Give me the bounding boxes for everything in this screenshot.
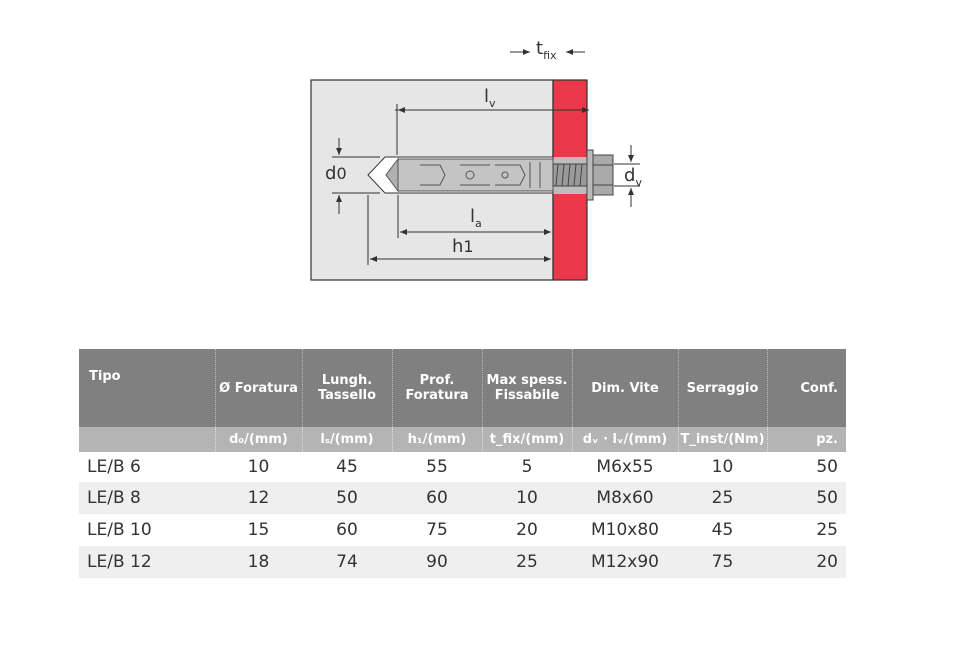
header-dim-vite: Dim. Vite bbox=[572, 349, 678, 427]
cell-prof: 55 bbox=[426, 457, 448, 477]
anchor-drawing bbox=[0, 0, 955, 300]
cell-prof: 60 bbox=[392, 482, 482, 514]
cell-lungh: 60 bbox=[336, 520, 358, 540]
cell-tipo: LE/B 10 bbox=[87, 520, 152, 540]
cell-vite: M10x80 bbox=[591, 520, 659, 540]
cell-foratura: 12 bbox=[215, 482, 302, 514]
cell-serraggio: 75 bbox=[678, 546, 767, 578]
washer bbox=[587, 150, 593, 200]
cell-tipo: LE/B 8 bbox=[79, 482, 215, 514]
anchor-diagram bbox=[0, 0, 955, 300]
cell-conf: 20 bbox=[767, 546, 846, 578]
label-h-1: h1 bbox=[452, 236, 474, 257]
cell-vite: M8x60 bbox=[572, 482, 678, 514]
header-max-spess: Max spess. Fissabile bbox=[482, 349, 572, 427]
cell-conf: 25 bbox=[816, 520, 838, 540]
unit-lungh-tassello: lₛ/(mm) bbox=[302, 427, 392, 452]
cell-lungh: 74 bbox=[302, 546, 392, 578]
cell-serraggio: 25 bbox=[678, 482, 767, 514]
label-d-0: d0 bbox=[325, 163, 347, 184]
cell-spess: 5 bbox=[521, 457, 533, 477]
cell-conf: 50 bbox=[816, 457, 838, 477]
unit-dim-vite: dᵥ · lᵥ/(mm) bbox=[572, 427, 678, 452]
table-row bbox=[79, 482, 846, 514]
anchor-spec-table bbox=[79, 349, 846, 578]
header-conf: Conf. bbox=[767, 349, 846, 427]
label-t-fix: $t_{fix}$ bbox=[536, 38, 557, 62]
unit-max-spess: t_fix/(mm) bbox=[482, 427, 572, 452]
cell-foratura: 10 bbox=[247, 457, 270, 477]
header-prof-foratura: Prof. Foratura bbox=[392, 349, 482, 427]
unit-prof-foratura: h₁/(mm) bbox=[392, 427, 482, 452]
unit-foratura: d₀/(mm) bbox=[215, 427, 302, 452]
cell-vite: M6x55 bbox=[596, 457, 654, 477]
cell-serraggio: 45 bbox=[711, 520, 734, 540]
label-d-v: $d_v$ bbox=[624, 165, 642, 189]
cell-prof: 75 bbox=[426, 520, 448, 540]
header-serraggio: Serraggio bbox=[678, 349, 767, 427]
table-unit-row bbox=[79, 427, 846, 452]
table-row bbox=[79, 452, 846, 482]
cell-serraggio: 10 bbox=[711, 457, 734, 477]
cell-tipo: LE/B 6 bbox=[87, 457, 141, 477]
cell-tipo: LE/B 12 bbox=[79, 546, 215, 578]
cell-spess: 25 bbox=[482, 546, 572, 578]
cell-foratura: 15 bbox=[247, 520, 270, 540]
label-l-v: $l_v$ bbox=[484, 86, 496, 110]
table-row bbox=[79, 514, 846, 546]
cell-lungh: 50 bbox=[302, 482, 392, 514]
cell-spess: 20 bbox=[516, 520, 538, 540]
header-lungh-tassello: Lungh. Tassello bbox=[302, 349, 392, 427]
header-foratura: Ø Foratura bbox=[215, 349, 302, 427]
nut bbox=[593, 155, 613, 195]
unit-tipo bbox=[79, 427, 215, 452]
unit-serraggio: T_inst/(Nm) bbox=[678, 427, 767, 452]
cell-conf: 50 bbox=[767, 482, 846, 514]
table-header-row bbox=[79, 349, 846, 427]
cell-lungh: 45 bbox=[336, 457, 358, 477]
table-row bbox=[79, 546, 846, 578]
header-tipo: Tipo bbox=[79, 349, 215, 427]
cell-prof: 90 bbox=[392, 546, 482, 578]
cell-foratura: 18 bbox=[215, 546, 302, 578]
cell-vite: M12x90 bbox=[572, 546, 678, 578]
label-l-a: $l_a$ bbox=[470, 206, 482, 230]
unit-conf: pz. bbox=[767, 427, 846, 452]
cell-spess: 10 bbox=[482, 482, 572, 514]
